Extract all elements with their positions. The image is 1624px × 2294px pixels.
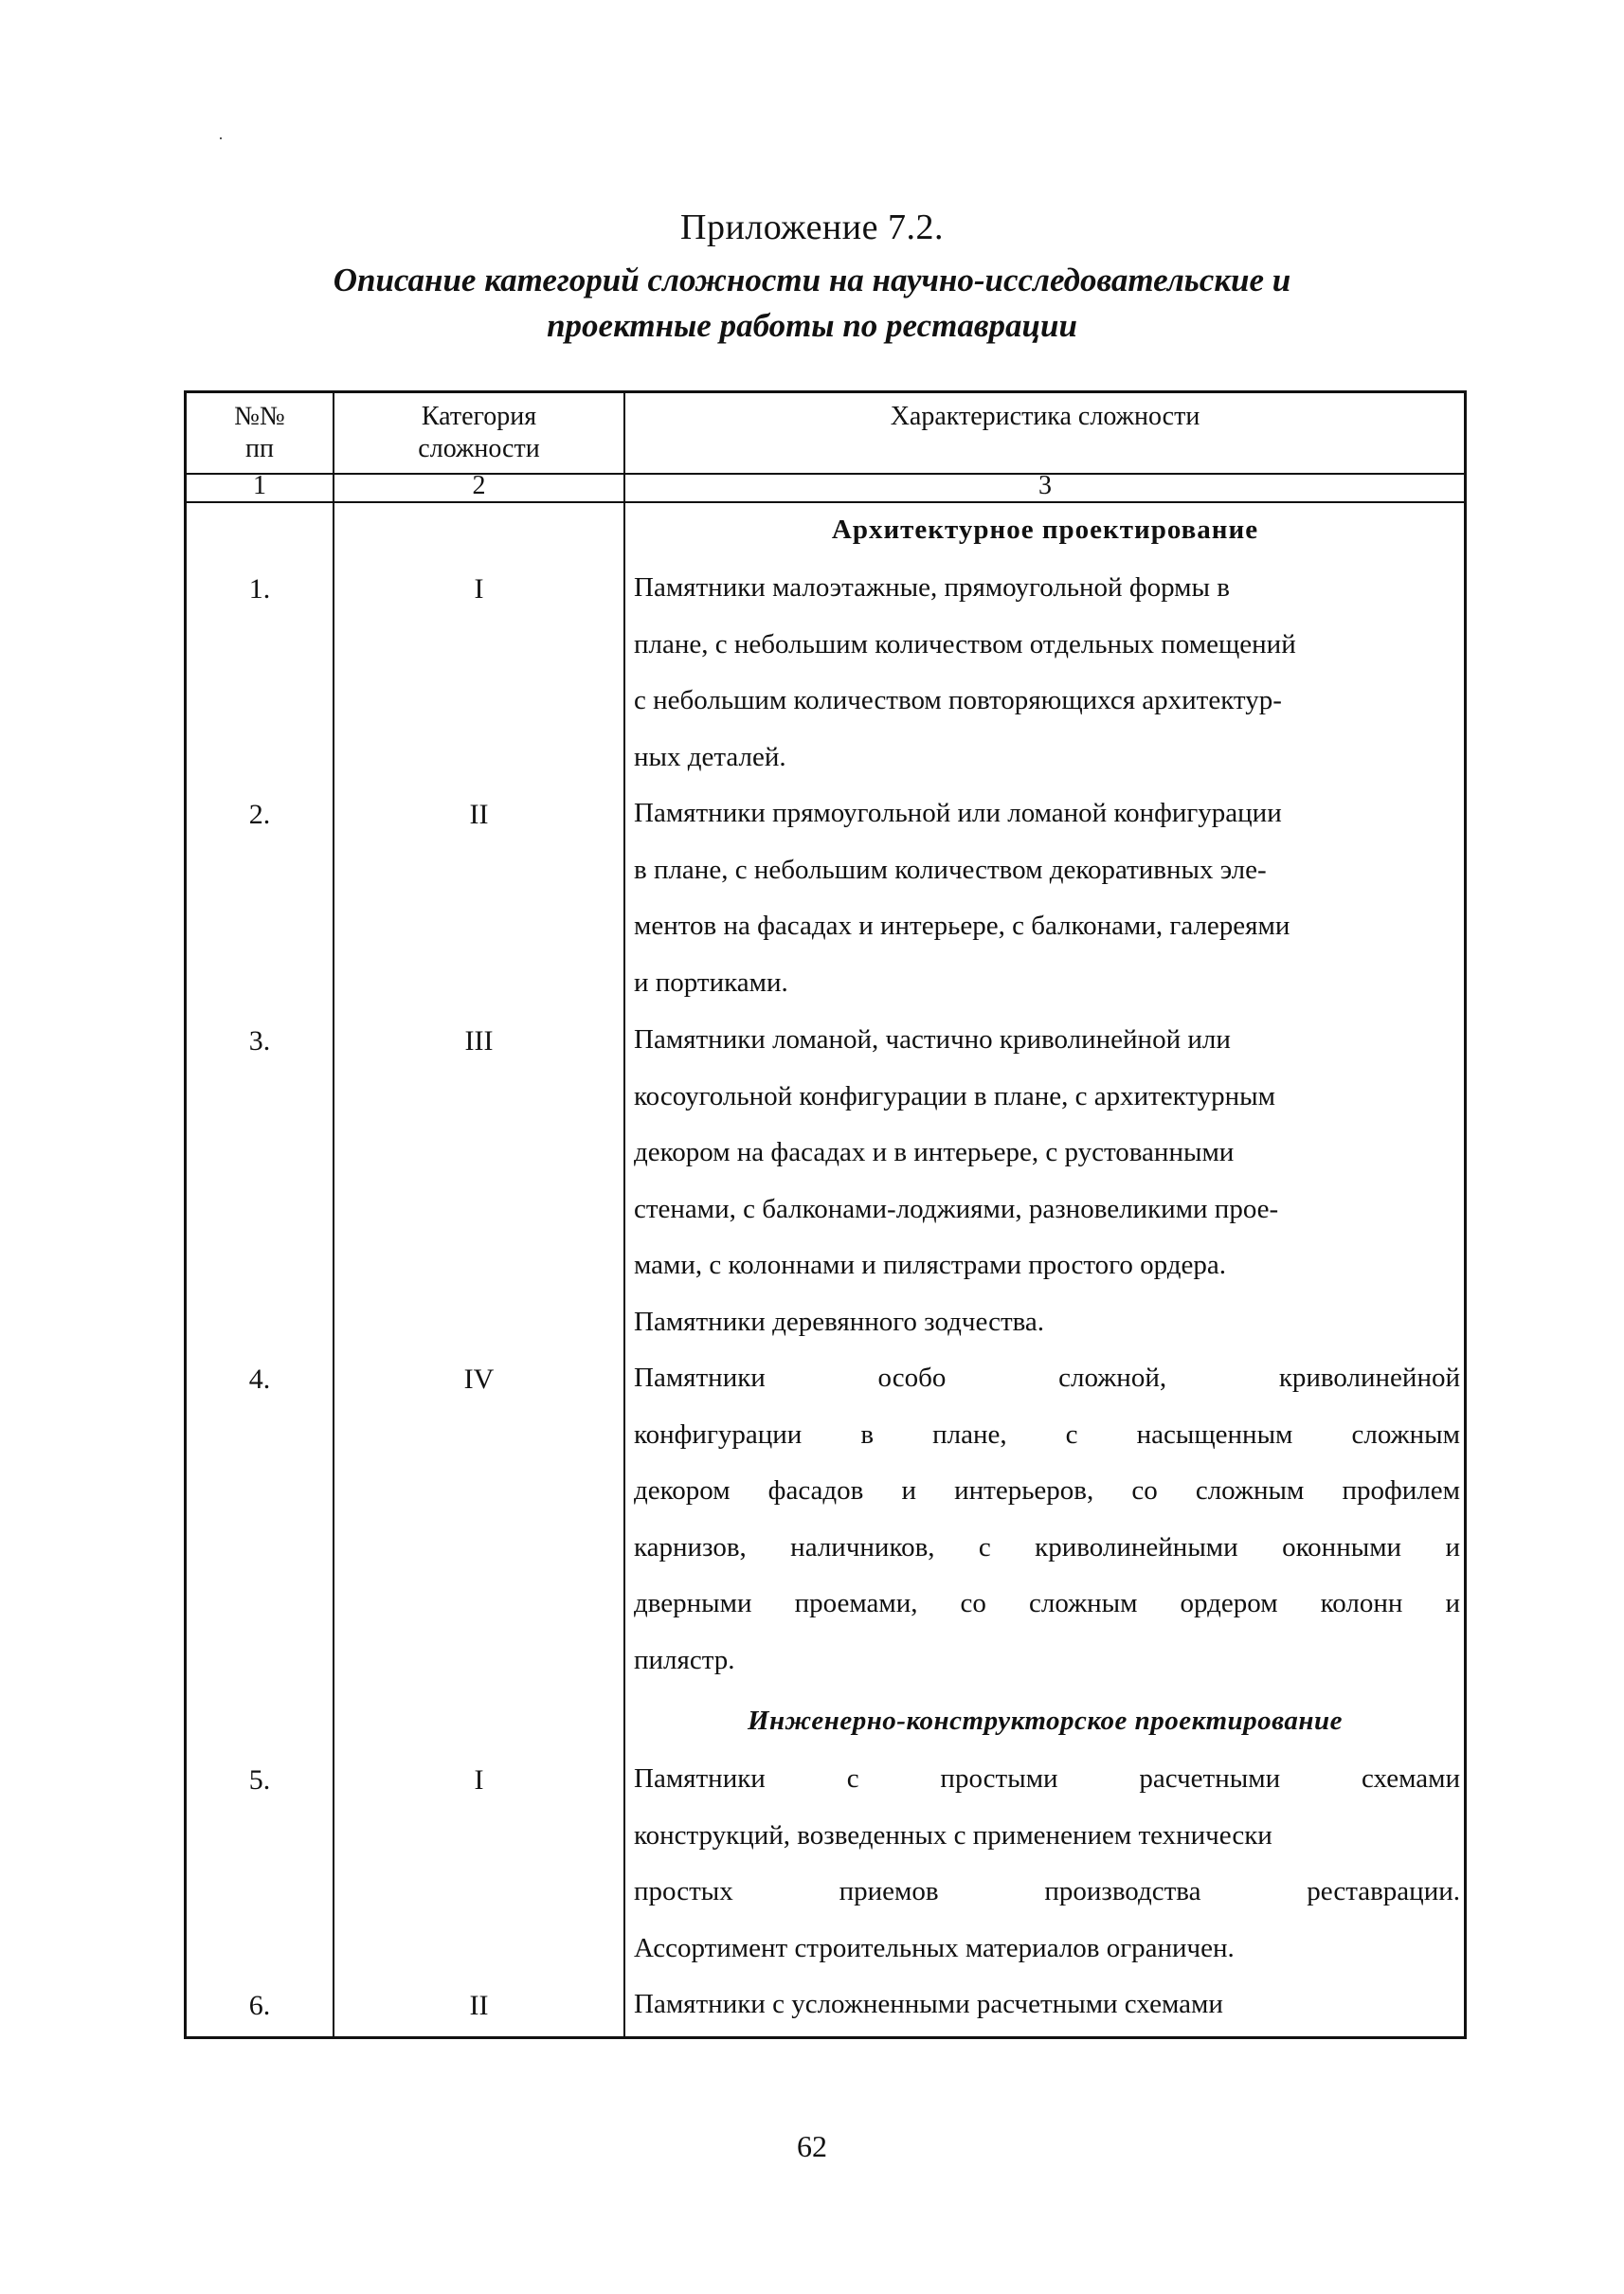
row-number: 5. xyxy=(248,1764,271,1796)
row-category: II xyxy=(469,1990,489,2021)
row-category: I xyxy=(474,573,484,605)
column-divider xyxy=(623,393,625,2036)
row-number: 2. xyxy=(248,799,271,830)
header-category: Категория сложности xyxy=(418,402,540,463)
page-number: 62 xyxy=(797,2129,827,2163)
section-heading-architecture: Архитектурное проектирование xyxy=(831,515,1259,545)
row-description: Памятники прямоугольной или ломаной конфигурации в плане, с небольшим количеством декоративных эле- ментов на фасадах и интерьере, с балконами, галереями и портиками. xyxy=(634,798,1290,998)
row-category: II xyxy=(469,799,489,830)
row-number: 1. xyxy=(248,573,271,605)
title-line: проектные работы по реставрации xyxy=(547,307,1077,344)
row-category: I xyxy=(474,1764,484,1796)
row-description: Памятники с усложненными расчетными схемами xyxy=(634,1989,1223,2019)
column-number: 1 xyxy=(253,471,266,500)
row-category: IV xyxy=(463,1364,495,1395)
row-number: 6. xyxy=(248,1990,271,2021)
row-description: Памятники особо сложной, криволинейной конфигурации в плане, с насыщенным сложным декором фасадов и интерьеров, со сложным профилем карнизов, наличников, с криволинейными оконными и дверными проемами, со сложным ордером колонн и пилястр. xyxy=(634,1363,1460,1675)
row-description: Памятники ломаной, частично криволинейной или косоугольной конфигурации в плане, с архитектурным декором на фасадах и в интерьере, с рустованными стенами, с балконами-лоджиями, разновеликими прое- мами, с колоннами и пилястрами простого ордера. Памятники деревянного зодчества. xyxy=(634,1024,1279,1337)
section-heading-engineering: Инженерно-конструкторское проектирование xyxy=(747,1706,1344,1736)
row-number: 4. xyxy=(248,1364,271,1395)
row-number: 3. xyxy=(248,1025,271,1057)
row-divider xyxy=(187,501,1464,503)
scan-speck xyxy=(220,137,222,139)
appendix-label: Приложение 7.2. xyxy=(680,208,944,247)
row-description: Памятники с простыми расчетными схемами конструкций, возведенных с применением технически простых приемов производства реставрации. Ассортимент строительных материалов ограничен. xyxy=(634,1763,1460,1963)
document-title xyxy=(171,258,1453,349)
column-number: 3 xyxy=(1038,471,1052,500)
title-line: Описание категорий сложности на научно-исследовательские и xyxy=(333,262,1291,298)
row-description: Памятники малоэтажные, прямоугольной формы в плане, с небольшим количеством отдельных помещений с небольшим количеством повторяющихся архитектур- ных деталей. xyxy=(634,572,1296,772)
complexity-table xyxy=(184,390,1467,2039)
column-number: 2 xyxy=(472,471,486,500)
row-category: III xyxy=(464,1025,494,1057)
header-num: №№ пп xyxy=(234,402,285,463)
header-description: Характеристика сложности xyxy=(890,402,1200,431)
